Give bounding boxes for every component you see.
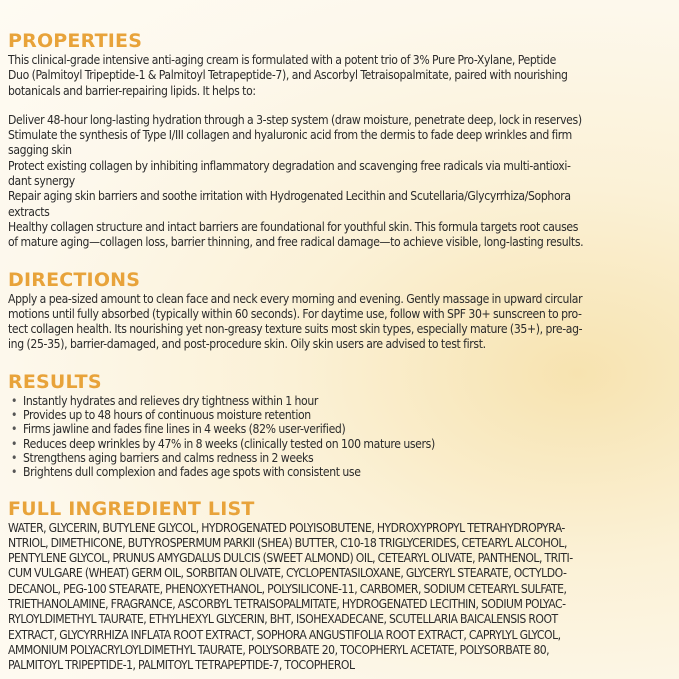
benefit-line: of mature aging—collagen loss, barrier thinning, and free radical damage—to achieve visible, long-lasting results. bbox=[8, 235, 584, 250]
properties-heading: PROPERTIES bbox=[8, 30, 143, 52]
benefit-line: extracts bbox=[8, 204, 50, 219]
directions-line: ing (25-35), barrier-damaged, and post-procedure skin. Oily skin users are advised to test first. bbox=[8, 337, 486, 352]
bullet-icon: • bbox=[11, 408, 18, 423]
directions-line: tect collagen health. Its nourishing yet non-greasy texture suits most skin types, especially mature (35+), pre-ag- bbox=[8, 322, 583, 337]
results-item bbox=[8, 437, 672, 451]
ingredients-line: PALMITOYL TRIPEPTIDE-1, PALMITOYL TETRAPEPTIDE-7, TOCOPHEROL bbox=[8, 658, 355, 673]
product-info-page bbox=[8, 30, 672, 674]
results-item bbox=[8, 451, 672, 465]
bullet-icon: • bbox=[11, 436, 18, 451]
bullet-icon: • bbox=[11, 422, 18, 437]
results-item-text: Brightens dull complexion and fades age spots with consistent use bbox=[23, 465, 361, 480]
bullet-icon: • bbox=[11, 465, 18, 480]
ingredients-heading: FULL INGREDIENT LIST bbox=[8, 497, 255, 520]
results-item-text: Instantly hydrates and relieves dry tightness within 1 hour bbox=[23, 393, 318, 408]
bullet-icon: • bbox=[11, 393, 18, 408]
properties-intro-line: This clinical-grade intensive anti-aging cream is formulated with a potent trio of 3% Pure Pro-Xylane, Peptide bbox=[8, 53, 556, 67]
directions-section bbox=[8, 269, 672, 353]
results-item bbox=[8, 465, 672, 479]
directions-line: motions until fully absorbed (typically within 60 seconds). For daytime use, follow with SPF 30+ sunscreen to pro- bbox=[8, 306, 582, 321]
ingredients-line: PENTYLENE GLYCOL, PRUNUS AMYGDALUS DULCIS (SWEET ALMOND) OIL, CETEARYL OLIVATE, PANTHENOL, TRITI- bbox=[8, 551, 573, 566]
ingredients-line: CUM VULGARE (WHEAT) GERM OIL, SORBITAN OLIVATE, CYCLOPENTASILOXANE, GLYCERYL STEARATE, OCTYLDO- bbox=[8, 566, 567, 581]
ingredients-line: WATER, GLYCERIN, BUTYLENE GLYCOL, HYDROGENATED POLYISOBUTENE, HYDROXYPROPYL TETRAHYDROPYRA- bbox=[8, 520, 565, 535]
directions-heading: DIRECTIONS bbox=[8, 268, 141, 291]
ingredients-line: RYLOYLDIMETHYL TAURATE, ETHYLHEXYL GLYCERIN, BHT, ISOHEXADECANE, SCUTELLARIA BAICALENSIS ROOT bbox=[8, 612, 558, 627]
benefit-line: dant synergy bbox=[8, 174, 75, 189]
bullet-icon: • bbox=[11, 450, 18, 465]
properties-intro-line: Duo (Palmitoyl Tripeptide-1 & Palmitoyl Tetrapeptide-7), and Ascorbyl Tetraisopalmitate, paired with nourishing bbox=[8, 68, 568, 83]
results-heading: RESULTS bbox=[8, 370, 102, 393]
benefit-line: Protect existing collagen by inhibiting inflammatory degradation and scavenging free radicals via multi-antioxi- bbox=[8, 158, 571, 173]
directions-text bbox=[8, 292, 672, 353]
ingredients-line: AMMONIUM POLYACRYLOYLDIMETHYL TAURATE, POLYSORBATE 20, TOCOPHERYL ACETATE, POLYSORBATE 80, bbox=[8, 642, 550, 657]
ingredients-line: EXTRACT, GLYCYRRHIZA INFLATA ROOT EXTRACT, SOPHORA ANGUSTIFOLIA ROOT EXTRACT, CAPRYLYL GLYCOL, bbox=[8, 627, 561, 642]
properties-intro-line: botanicals and barrier-repairing lipids. It helps to: bbox=[8, 83, 256, 98]
benefit-line: Healthy collagen structure and intact barriers are foundational for youthful skin. This formula targets root causes bbox=[8, 219, 579, 234]
properties-intro bbox=[8, 53, 672, 99]
ingredients-line: DECANOL, PEG-100 STEARATE, PHENOXYETHANOL, POLYSILICONE-11, CARBOMER, SODIUM CETEARYL SULFATE, bbox=[8, 581, 567, 596]
results-item bbox=[8, 422, 672, 436]
ingredients-line: TRIETHANOLAMINE, FRAGRANCE, ASCORBYL TETRAISOPALMITATE, HYDROGENATED LECITHIN, SODIUM POLYAC- bbox=[8, 597, 566, 612]
directions-line: Apply a pea-sized amount to clean face and neck every morning and evening. Gently massage in upward circular bbox=[8, 291, 583, 306]
results-item bbox=[8, 394, 672, 408]
results-item-text: Firms jawline and fades fine lines in 4 weeks (82% user-verified) bbox=[23, 422, 346, 437]
results-item-text: Reduces deep wrinkles by 47% in 8 weeks (clinically tested on 100 mature users) bbox=[23, 436, 435, 451]
properties-benefits bbox=[8, 113, 672, 251]
results-item-text: Strengthens aging barriers and calms redness in 2 weeks bbox=[23, 450, 314, 465]
benefit-line: Stimulate the synthesis of Type I/III collagen and hyaluronic acid from the dermis to fade deep wrinkles and firm bbox=[8, 128, 572, 143]
benefit-line: sagging skin bbox=[8, 143, 72, 158]
results-list bbox=[8, 394, 672, 480]
ingredients-text bbox=[8, 521, 672, 674]
ingredients-line: NTRIOL, DIMETHICONE, BUTYROSPERMUM PARKII (SHEA) BUTTER, C10-18 TRIGLYCERIDES, CETEARYL ALCOHOL, bbox=[8, 535, 567, 550]
ingredients-section bbox=[8, 498, 672, 674]
benefit-line: Repair aging skin barriers and soothe irritation with Hydrogenated Lecithin and Scutellaria/Glycyrrhiza/Sophora bbox=[8, 189, 571, 204]
results-section bbox=[8, 371, 672, 480]
properties-section bbox=[8, 30, 672, 251]
benefit-line: Deliver 48-hour long-lasting hydration through a 3-step system (draw moisture, penetrate deep, lock in reserves) bbox=[8, 112, 582, 127]
results-item-text: Provides up to 48 hours of continuous moisture retention bbox=[23, 408, 311, 423]
results-item bbox=[8, 408, 672, 422]
